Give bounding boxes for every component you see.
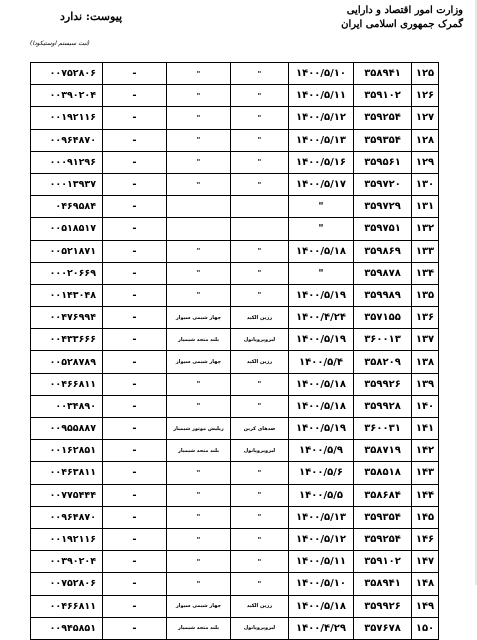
date-cell: "	[289, 262, 354, 284]
amount-cell: ۰۰۹۶۴۸۷۰	[31, 129, 103, 151]
goods-cell: لیزوپروپانول	[231, 617, 289, 639]
date-cell: ۱۴۰۰/۵/۱۹	[289, 329, 354, 351]
goods-cell: "	[231, 85, 289, 107]
goods-cell: "	[231, 395, 289, 417]
dash-cell: -	[103, 595, 167, 617]
goods-cell: "	[231, 262, 289, 284]
table-row	[31, 129, 439, 151]
table-row	[31, 551, 439, 573]
goods-cell: "	[231, 506, 289, 528]
goods-cell: ضد‌های کربن	[231, 418, 289, 440]
company-cell: بلند متحد شیمیار	[167, 617, 231, 639]
attachment-label: پیوست: ندارد	[60, 10, 123, 23]
amount-cell: ۰۰۴۶۳۸۱۱	[31, 462, 103, 484]
company-cell: "	[167, 506, 231, 528]
amount-cell: ۰۰۵۲۱۸۷۱	[31, 240, 103, 262]
row-number-cell: ۱۴۰	[412, 395, 439, 417]
row-number-cell: ۱۴۶	[412, 528, 439, 550]
date-cell: ۱۴۰۰/۵/۱۳	[289, 506, 354, 528]
amount-cell: ۰۰۱۶۲۸۵۱	[31, 440, 103, 462]
table-row	[31, 595, 439, 617]
company-cell: "	[167, 395, 231, 417]
table-row	[31, 196, 439, 218]
reference-cell: ۳۵۸۶۸۴	[354, 484, 412, 506]
row-number-cell: ۱۲۵	[412, 63, 439, 85]
company-cell: "	[167, 528, 231, 550]
dash-cell: -	[103, 63, 167, 85]
dash-cell: -	[103, 506, 167, 528]
customs-name: گمرک جمهوری اسلامی ایران	[341, 19, 463, 30]
table-row	[31, 218, 439, 240]
row-number-cell: ۱۳۸	[412, 351, 439, 373]
goods-cell: لیزوپروپانول	[231, 440, 289, 462]
amount-cell: ۰۰۴۶۶۸۱۱	[31, 595, 103, 617]
dash-cell: -	[103, 484, 167, 506]
goods-cell: رزین الکید	[231, 351, 289, 373]
date-cell: "	[289, 196, 354, 218]
date-cell: ۱۴۰۰/۵/۱۸	[289, 240, 354, 262]
amount-cell: ۰۰۰۱۳۹۳۷	[31, 173, 103, 195]
goods-cell: لیزوپروپانول	[231, 329, 289, 351]
company-cell: "	[167, 240, 231, 262]
dash-cell: -	[103, 373, 167, 395]
amount-cell: ۰۰۳۹۰۲۰۴	[31, 85, 103, 107]
date-cell: ۱۴۰۰/۵/۹	[289, 440, 354, 462]
date-cell: ۱۴۰۰/۵/۱۶	[289, 151, 354, 173]
table-row	[31, 307, 439, 329]
date-cell: ۱۴۰۰/۵/۴	[289, 351, 354, 373]
table-row	[31, 63, 439, 85]
row-number-cell: ۱۲۸	[412, 129, 439, 151]
amount-cell: ۰۰۴۶۶۸۱۱	[31, 373, 103, 395]
goods-cell: "	[231, 284, 289, 306]
goods-cell: "	[231, 151, 289, 173]
row-number-cell: ۱۵۰	[412, 617, 439, 639]
date-cell: ۱۴۰۰/۵/۱۷	[289, 173, 354, 195]
date-cell: ۱۴۰۰/۵/۱۲	[289, 528, 354, 550]
reference-cell: ۳۵۹۵۶۱	[354, 151, 412, 173]
dash-cell: -	[103, 196, 167, 218]
amount-cell: ۰۰۷۵۲۸۰۶	[31, 573, 103, 595]
date-cell: ۱۴۰۰/۵/۱۲	[289, 107, 354, 129]
dash-cell: -	[103, 617, 167, 639]
table-row	[31, 462, 439, 484]
reference-cell: ۳۵۹۷۲۰	[354, 173, 412, 195]
company-cell: چهار شیمی سیوار	[167, 307, 231, 329]
row-number-cell: ۱۳۱	[412, 196, 439, 218]
company-cell: "	[167, 573, 231, 595]
company-cell: "	[167, 373, 231, 395]
table-row	[31, 528, 439, 550]
reference-cell: ۳۵۹۹۲۶	[354, 373, 412, 395]
reference-cell: ۳۵۹۱۰۲	[354, 85, 412, 107]
amount-cell: ۰۰۷۷۵۴۴۴	[31, 484, 103, 506]
company-cell: "	[167, 63, 231, 85]
company-cell: بلند متحد شیمیار	[167, 440, 231, 462]
amount-cell: ۰۰۴۷۶۹۹۴	[31, 307, 103, 329]
table-row	[31, 617, 439, 639]
dash-cell: -	[103, 528, 167, 550]
amount-cell: ۰۰۱۹۲۱۱۶	[31, 528, 103, 550]
company-cell	[167, 218, 231, 240]
row-number-cell: ۱۲۶	[412, 85, 439, 107]
table-row	[31, 484, 439, 506]
dash-cell: -	[103, 151, 167, 173]
amount-cell: ۰۰۰۹۱۲۹۶	[31, 151, 103, 173]
company-cell: "	[167, 107, 231, 129]
date-cell: ۱۴۰۰/۵/۵	[289, 484, 354, 506]
date-cell: ۱۴۰۰/۴/۲۴	[289, 307, 354, 329]
date-cell: ۱۴۰۰/۵/۱۰	[289, 573, 354, 595]
date-cell: ۱۴۰۰/۵/۱۹	[289, 284, 354, 306]
table-row	[31, 418, 439, 440]
goods-cell: "	[231, 240, 289, 262]
date-cell: ۱۴۰۰/۵/۱۰	[289, 63, 354, 85]
reference-cell: ۳۵۹۱۰۲	[354, 551, 412, 573]
goods-cell: "	[231, 573, 289, 595]
company-cell: "	[167, 284, 231, 306]
reference-cell: ۳۵۹۹۲۸	[354, 395, 412, 417]
amount-cell: ۰۰۵۲۸۷۸۹	[31, 351, 103, 373]
row-number-cell: ۱۳۵	[412, 284, 439, 306]
date-cell: ۱۴۰۰/۵/۱۸	[289, 595, 354, 617]
dash-cell: -	[103, 240, 167, 262]
row-number-cell: ۱۴۹	[412, 595, 439, 617]
goods-cell: "	[231, 129, 289, 151]
table-row	[31, 85, 439, 107]
row-number-cell: ۱۴۵	[412, 506, 439, 528]
reference-cell: ۳۵۹۸۶۹	[354, 240, 412, 262]
dash-cell: -	[103, 395, 167, 417]
dash-cell: -	[103, 551, 167, 573]
amount-cell: ۰۰۱۹۲۱۱۶	[31, 107, 103, 129]
dash-cell: -	[103, 462, 167, 484]
reference-cell: ۳۵۸۹۴۱	[354, 573, 412, 595]
row-number-cell: ۱۳۹	[412, 373, 439, 395]
dash-cell: -	[103, 284, 167, 306]
date-cell: ۱۴۰۰/۵/۱۸	[289, 373, 354, 395]
reference-cell: ۳۵۹۳۵۴	[354, 506, 412, 528]
reference-cell: ۳۵۸۹۴۱	[354, 63, 412, 85]
table-row	[31, 173, 439, 195]
date-cell: ۱۴۰۰/۵/۱۳	[289, 129, 354, 151]
reference-cell: ۳۵۹۳۵۴	[354, 129, 412, 151]
amount-cell: ۰۰۵۱۸۵۱۷	[31, 218, 103, 240]
reference-cell: ۳۶۰۰۳۱	[354, 418, 412, 440]
dash-cell: -	[103, 329, 167, 351]
goods-cell: "	[231, 107, 289, 129]
company-cell: چهار شیمی سیوار	[167, 595, 231, 617]
table-body	[31, 63, 439, 640]
dash-cell: -	[103, 440, 167, 462]
company-cell: "	[167, 484, 231, 506]
reference-cell: ۳۵۹۷۲۹	[354, 196, 412, 218]
amount-cell: ۰۰۰۲۰۶۶۹	[31, 262, 103, 284]
amount-cell: ۰۰۳۹۰۲۰۴	[31, 551, 103, 573]
goods-cell: رزین الکید	[231, 307, 289, 329]
goods-cell: "	[231, 173, 289, 195]
dash-cell: -	[103, 573, 167, 595]
row-number-cell: ۱۳۶	[412, 307, 439, 329]
row-number-cell: ۱۳۷	[412, 329, 439, 351]
company-cell: ریلیش موتور شیمیار	[167, 418, 231, 440]
company-cell: چهار شیمی سیوار	[167, 351, 231, 373]
row-number-cell: ۱۳۴	[412, 262, 439, 284]
table-row	[31, 373, 439, 395]
row-number-cell: ۱۳۰	[412, 173, 439, 195]
date-cell: ۱۴۰۰/۵/۱۱	[289, 551, 354, 573]
goods-cell: "	[231, 63, 289, 85]
dash-cell: -	[103, 307, 167, 329]
date-cell: ۱۴۰۰/۵/۱۹	[289, 418, 354, 440]
reference-cell: ۳۵۸۲۰۹	[354, 351, 412, 373]
row-number-cell: ۱۳۳	[412, 240, 439, 262]
letterhead	[341, 4, 463, 32]
company-cell	[167, 196, 231, 218]
date-cell: ۱۴۰۰/۵/۱۱	[289, 85, 354, 107]
row-number-cell: ۱۴۴	[412, 484, 439, 506]
row-number-cell: ۱۴۱	[412, 418, 439, 440]
row-number-cell: ۱۴۸	[412, 573, 439, 595]
table-row	[31, 351, 439, 373]
reference-cell: ۳۶۰۰۱۳	[354, 329, 412, 351]
table-row	[31, 440, 439, 462]
dash-cell: -	[103, 418, 167, 440]
reference-cell: ۳۵۹۸۷۸	[354, 262, 412, 284]
goods-cell: "	[231, 551, 289, 573]
reference-cell: ۳۵۹۹۲۶	[354, 595, 412, 617]
goods-cell: "	[231, 373, 289, 395]
row-number-cell: ۱۲۹	[412, 151, 439, 173]
goods-cell: "	[231, 528, 289, 550]
ministry-name: وزارت امور اقتصاد و دارایی	[346, 5, 463, 16]
amount-cell: ۰۴۶۹۵۸۴	[31, 196, 103, 218]
company-cell: "	[167, 129, 231, 151]
company-cell: "	[167, 551, 231, 573]
table-row	[31, 107, 439, 129]
goods-cell: رزین الکید	[231, 595, 289, 617]
company-cell: "	[167, 262, 231, 284]
company-cell: بلند متحد شیمیار	[167, 329, 231, 351]
dash-cell: -	[103, 218, 167, 240]
company-cell: "	[167, 85, 231, 107]
dash-cell: -	[103, 85, 167, 107]
date-cell: "	[289, 218, 354, 240]
company-cell: "	[167, 151, 231, 173]
reference-cell: ۳۵۸۷۱۹	[354, 440, 412, 462]
amount-cell: ۰۰۳۴۸۹۰	[31, 395, 103, 417]
table-row	[31, 506, 439, 528]
amount-cell: ۰۰۱۴۳۰۴۸	[31, 284, 103, 306]
reference-cell: ۳۵۹۲۵۴	[354, 107, 412, 129]
table-row	[31, 240, 439, 262]
goods-cell	[231, 218, 289, 240]
company-cell: "	[167, 173, 231, 195]
goods-cell: "	[231, 462, 289, 484]
table-row	[31, 284, 439, 306]
table-row	[31, 151, 439, 173]
dash-cell: -	[103, 107, 167, 129]
amount-cell: ۰۰۹۵۵۸۸۷	[31, 418, 103, 440]
amount-cell: ۰۰۹۴۵۸۵۱	[31, 617, 103, 639]
table-row	[31, 262, 439, 284]
table-row	[31, 329, 439, 351]
date-cell: ۱۴۰۰/۵/۱۸	[289, 395, 354, 417]
row-number-cell: ۱۴۳	[412, 462, 439, 484]
company-cell: "	[167, 462, 231, 484]
reference-cell: ۳۵۸۵۱۸	[354, 462, 412, 484]
amount-cell: ۰۰۹۶۴۸۷۰	[31, 506, 103, 528]
goods-cell	[231, 196, 289, 218]
customs-table	[30, 62, 439, 640]
date-cell: ۱۴۰۰/۴/۲۹	[289, 617, 354, 639]
dash-cell: -	[103, 129, 167, 151]
dash-cell: -	[103, 262, 167, 284]
table-row	[31, 573, 439, 595]
reference-cell: ۳۵۷۶۷۸	[354, 617, 412, 639]
system-note: (ثبت سیستم اوستیکودا)	[30, 40, 90, 47]
amount-cell: ۰۰۷۵۲۸۰۶	[31, 63, 103, 85]
row-number-cell: ۱۳۲	[412, 218, 439, 240]
reference-cell: ۳۵۹۷۵۱	[354, 218, 412, 240]
goods-cell: "	[231, 484, 289, 506]
table-row	[31, 395, 439, 417]
reference-cell: ۳۵۷۱۵۵	[354, 307, 412, 329]
row-number-cell: ۱۴۷	[412, 551, 439, 573]
date-cell: ۱۴۰۰/۵/۶	[289, 462, 354, 484]
reference-cell: ۳۵۹۲۵۴	[354, 528, 412, 550]
dash-cell: -	[103, 351, 167, 373]
row-number-cell: ۱۲۷	[412, 107, 439, 129]
reference-cell: ۳۵۹۹۸۹	[354, 284, 412, 306]
amount-cell: ۰۰۴۳۳۶۶۶	[31, 329, 103, 351]
dash-cell: -	[103, 173, 167, 195]
row-number-cell: ۱۴۲	[412, 440, 439, 462]
